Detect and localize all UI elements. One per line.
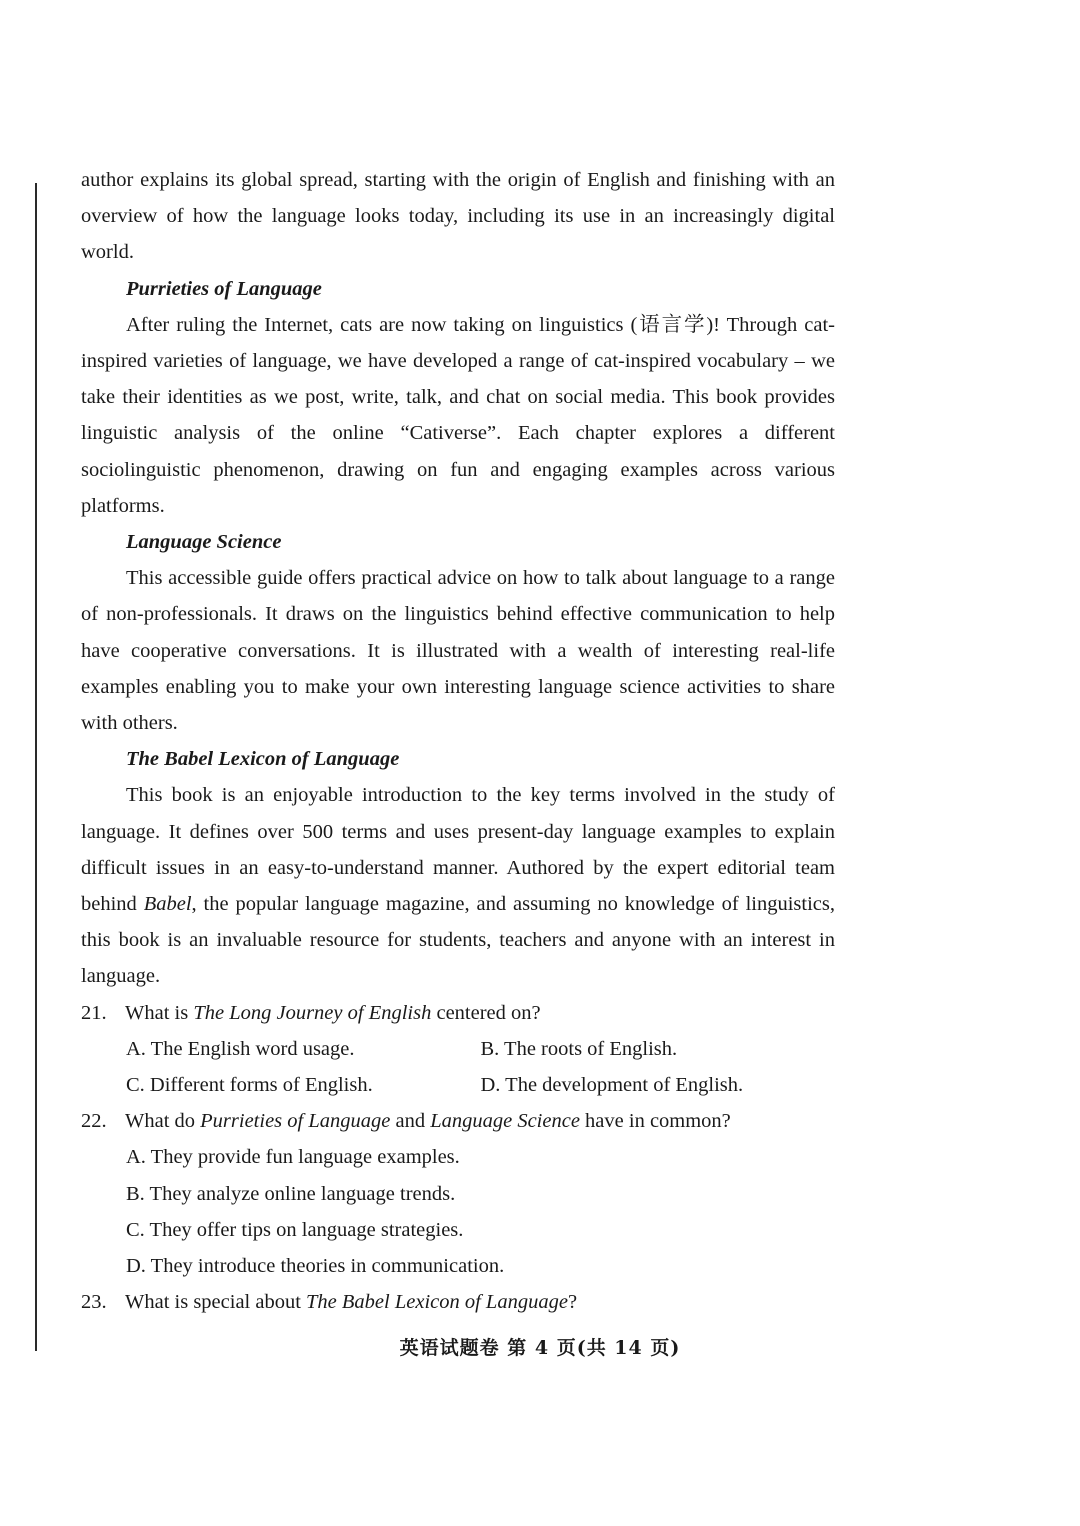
stem-title: The Babel Lexicon of Language xyxy=(306,1291,568,1314)
book-description-purrieties: After ruling the Internet, cats are now taking on linguistics (语言学)! Through cat-inspired varieties of language, we have developed a range of cat-inspired vocabulary – we take their identities as we post, write, talk, and chat on social media. This book provides linguistic analysis of the online “Cativerse”. Each chapter explores a different sociolinguistic phenomenon, drawing on fun and engaging examples across various platforms. xyxy=(81,313,835,517)
book-description-language-science: This accessible guide offers practical advice on how to talk about language to a range of non-professionals. It draws on the linguistics behind effective communication to help have cooperative conversations. It is illustrated with a wealth of interesting real-life examples enabling you to make your own interesting language science activities to share with others. xyxy=(81,567,835,735)
book-title-language-science: Language Science xyxy=(126,531,282,554)
question-21-options-row-2 xyxy=(81,1067,835,1103)
option-c[interactable]: C. Different forms of English. xyxy=(126,1074,373,1097)
option-c[interactable]: C. They offer tips on language strategies. xyxy=(126,1218,464,1241)
question-number: 22. xyxy=(81,1110,107,1133)
page-footer: 英语试题卷 第 4 页(共 14 页) xyxy=(399,1337,681,1359)
question-22 xyxy=(81,1103,835,1139)
page-content xyxy=(81,162,835,1321)
question-number: 23. xyxy=(81,1291,107,1314)
stem-text: What do xyxy=(125,1110,201,1133)
book-description-babel-lexicon xyxy=(81,777,835,994)
stem-text: have in common? xyxy=(579,1110,731,1133)
book-title-purrieties: Purrieties of Language xyxy=(126,277,322,300)
stem-text: centered on? xyxy=(431,1001,541,1024)
question-stem xyxy=(125,1103,731,1139)
binding-margin-line xyxy=(35,183,37,1351)
babel-text-before: This book is an enjoyable introduction to the key terms involved in the study of language. It defines over 500 terms and uses present-day language examples to explain difficult issues in an easy-to-understand manner. Authored by the expert editorial team behind xyxy=(81,784,835,916)
stem-text: What is xyxy=(125,1001,194,1024)
babel-text-after: , the popular language magazine, and assuming no knowledge of linguistics, this book is an invaluable resource for students, teachers and anyone with an interest in language. xyxy=(81,893,835,988)
stem-text: and xyxy=(390,1110,431,1133)
book-title-babel-lexicon: The Babel Lexicon of Language xyxy=(126,748,400,771)
stem-title: The Long Journey of English xyxy=(193,1001,432,1024)
stem-title: Purrieties of Language xyxy=(200,1110,391,1133)
continuation-paragraph: author explains its global spread, starting with the origin of English and finishing with an overview of how the language looks today, including its use in an increasingly digital world. xyxy=(81,169,835,264)
option-a[interactable]: A. The English word usage. xyxy=(126,1037,355,1060)
question-21 xyxy=(81,995,835,1031)
option-b[interactable]: B. The roots of English. xyxy=(480,1037,678,1060)
stem-text: What is special about xyxy=(125,1291,307,1314)
question-stem xyxy=(125,1284,577,1320)
question-number: 21. xyxy=(81,1001,107,1024)
stem-text: ? xyxy=(567,1291,578,1314)
babel-magazine-name: Babel xyxy=(143,893,192,916)
question-23 xyxy=(81,1284,835,1320)
option-a[interactable]: A. They provide fun language examples. xyxy=(126,1146,460,1169)
question-21-options-row-1 xyxy=(81,1031,835,1067)
option-d[interactable]: D. The development of English. xyxy=(480,1074,744,1097)
question-stem xyxy=(125,995,541,1031)
stem-title: Language Science xyxy=(430,1110,580,1133)
option-d[interactable]: D. They introduce theories in communication. xyxy=(126,1255,505,1278)
option-b[interactable]: B. They analyze online language trends. xyxy=(126,1182,456,1205)
